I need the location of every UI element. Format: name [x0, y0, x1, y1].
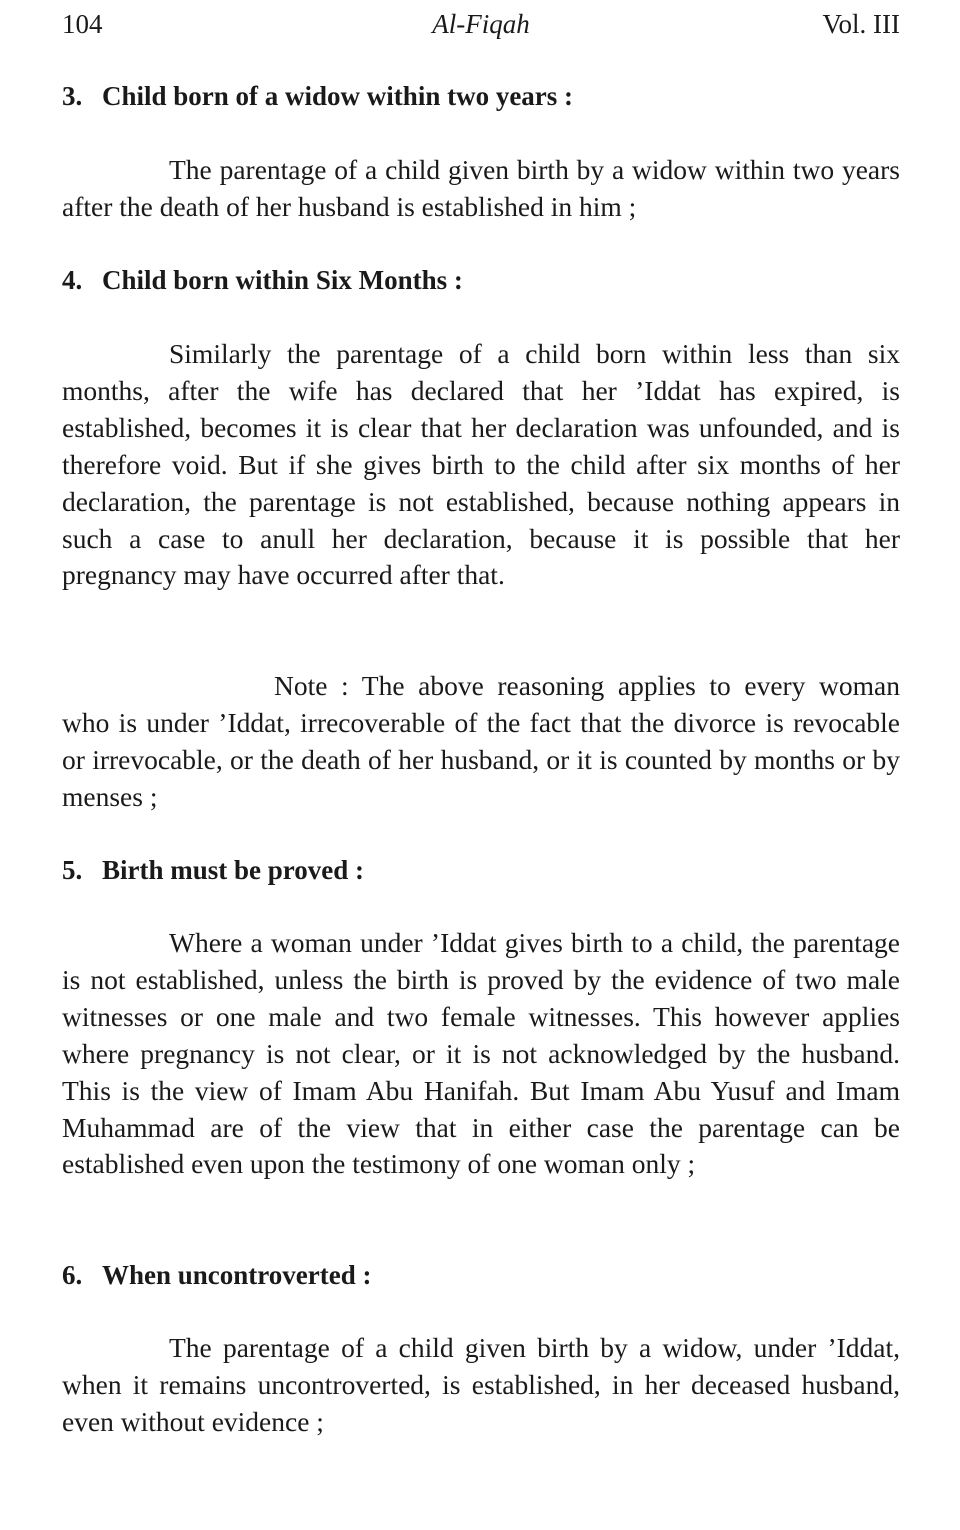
book-title: Al-Fiqah	[432, 9, 530, 39]
section-title: Child born of a widow within two years :	[102, 81, 574, 111]
section-title: Birth must be proved :	[102, 855, 365, 885]
section-number: 6.	[62, 1260, 83, 1290]
section-title: Child born within Six Months :	[102, 265, 463, 295]
paragraph: The parentage of a child given birth by a widow, under ’Iddat, when it remains uncontroverted, is established, in her deceased husband, even without evidence ;	[62, 1332, 900, 1437]
section-heading-5	[62, 852, 364, 889]
paragraph: The parentage of a child given birth by a widow within two years after the death of her husband is established in him ;	[62, 154, 900, 222]
page-number: 104	[62, 9, 103, 39]
section-number: 4.	[62, 265, 83, 295]
document-page	[62, 0, 900, 1530]
volume-label: Vol. III	[822, 9, 900, 39]
section-number: 3.	[62, 81, 83, 111]
note-paragraph: Note : The above reasoning applies to every woman who is under ’Iddat, irrecoverable of the fact that the divorce is revocable or irrevocable, or the death of her husband, or it is counted by months or by menses ;	[62, 670, 900, 812]
running-header	[62, 4, 900, 44]
section-heading-6	[62, 1257, 372, 1294]
paragraph: Where a woman under ’Iddat gives birth to a child, the parentage is not established, unless the birth is proved by the evidence of two male witnesses or one male and two female witnesses. This however applies where pregnancy is not clear, or it is not acknowledged by the husband. This is the view of Imam Abu Hanifah. But Imam Abu Yusuf and Imam Muhammad are of the view that in either case the parentage can be established even upon the testimony of one woman only ;	[62, 927, 900, 1180]
section-number: 5.	[62, 855, 83, 885]
paragraph: Similarly the parentage of a child born within less than six months, after the wife has declared that her ’Iddat has expired, is established, becomes it is clear that her declaration was unfounded, and is therefore void. But if she gives birth to the child after six months of her declaration, the parentage is not established, because nothing appears in such a case to anull her declaration, because it is possible that her pregnancy may have occurred after that.	[62, 338, 900, 591]
section-heading-4	[62, 262, 463, 299]
section-title: When uncontroverted :	[102, 1260, 372, 1290]
section-heading-3	[62, 78, 573, 115]
